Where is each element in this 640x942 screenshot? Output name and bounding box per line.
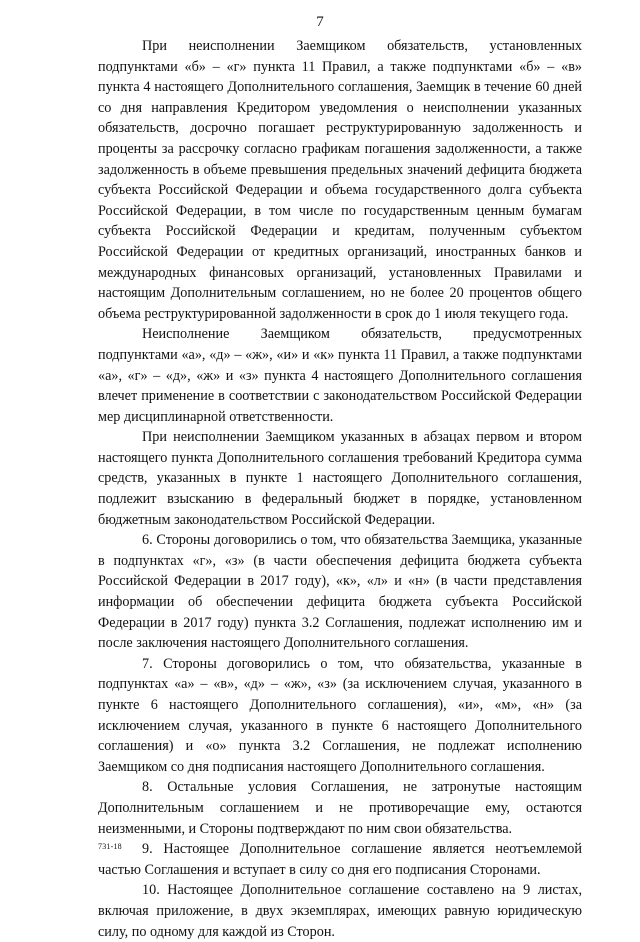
paragraph-clause-7: 7. Стороны договорились о том, что обязательства, указанные в подпунктах «а» – «в», «д» – «ж», «з» (за исключением случая, указанного в пункте 6 настоящего Дополнительного соглашения), «и», «м», «н» (за исключением случая, указанного в пункте 6 настоящего Дополнительного соглашения) и «о» пункта 3.2 Соглашения, не подлежат исполнению Заемщиком со дня подписания настоящего Дополнительного соглашения. bbox=[98, 655, 582, 775]
paragraph-nonfulfillment-repayment: При неисполнении Заемщиком обязательств, установленных подпунктами «б» – «г» пункта 11 Правил, а также подпунктами «б» – «в» пункта 4 настоящего Дополнительного соглашения, Заемщик в течение 60 дней со дня направления Кредитором уведомления о неисполнении указанных обязательств, досрочно погашает реструктурированную задолженность и проценты за рассрочку согласно графикам погашения задолженности, а также задолженность в объеме превышения предельных значений дефицита бюджета субъекта Российской Федерации и объема государственного долга субъекта Российской Федерации, в том числе по государственным ценным бумагам субъекта Российской Федерации и кредитам, полученным субъектом Российской Федерации от кредитных организаций, иностранных банков и международных финансовых организаций, установленных Правилами и настоящим Дополнительным соглашением, но не более 20 процентов общего объема реструктурированной задолженности в срок до 1 июля текущего года. bbox=[98, 38, 582, 322]
document-body bbox=[98, 36, 582, 942]
paragraph-clause-9: 9. Настоящее Дополнительное соглашение является неотъемлемой частью Соглашения и вступает в силу со дня его подписания Сторонами. bbox=[98, 841, 582, 878]
paragraph-recovery-to-budget: При неисполнении Заемщиком указанных в абзацах первом и втором настоящего пункта Дополнительного соглашения требований Кредитора сумма средств, указанных в пункте 1 настоящего Дополнительного соглашения, подлежит взысканию в федеральный бюджет в порядке, установленном бюджетным законодательством Российской Федерации. bbox=[98, 429, 582, 528]
paragraph-clause-6: 6. Стороны договорились о том, что обязательства Заемщика, указанные в подпунктах «г», «з» (в части обеспечения дефицита бюджета субъекта Российской Федерации в 2017 году), «к», «л» и «н» (в части представления информации об обеспечении дефицита бюджета субъекта Российской Федерации в 2017 году) пункта 3.2 Соглашения, подлежат исполнению им и после заключения настоящего Дополнительного соглашения. bbox=[98, 532, 582, 652]
paragraph-clause-8: 8. Остальные условия Соглашения, не затронутые настоящим Дополнительным соглашением и не противоречащие ему, остаются неизменными, и Стороны подтверждают по ним свои обязательства. bbox=[98, 779, 582, 837]
paragraph-disciplinary-liability: Неисполнение Заемщиком обязательств, предусмотренных подпунктами «а», «д» – «ж», «и» и «к» пункта 11 Правил, а также подпунктами «а», «г» – «д», «ж» и «з» пункта 4 настоящего Дополнительного соглашения влечет применение в соответствии с законодательством Российской Федерации мер дисциплинарной ответственности. bbox=[98, 326, 582, 425]
paragraph-clause-10: 10. Настоящее Дополнительное соглашение составлено на 9 листах, включая приложение, в двух экземплярах, имеющих равную юридическую силу, по одному для каждой из Сторон. bbox=[98, 882, 582, 940]
page-number: 7 bbox=[316, 14, 324, 30]
footer-document-code: 731-18 bbox=[98, 842, 122, 851]
